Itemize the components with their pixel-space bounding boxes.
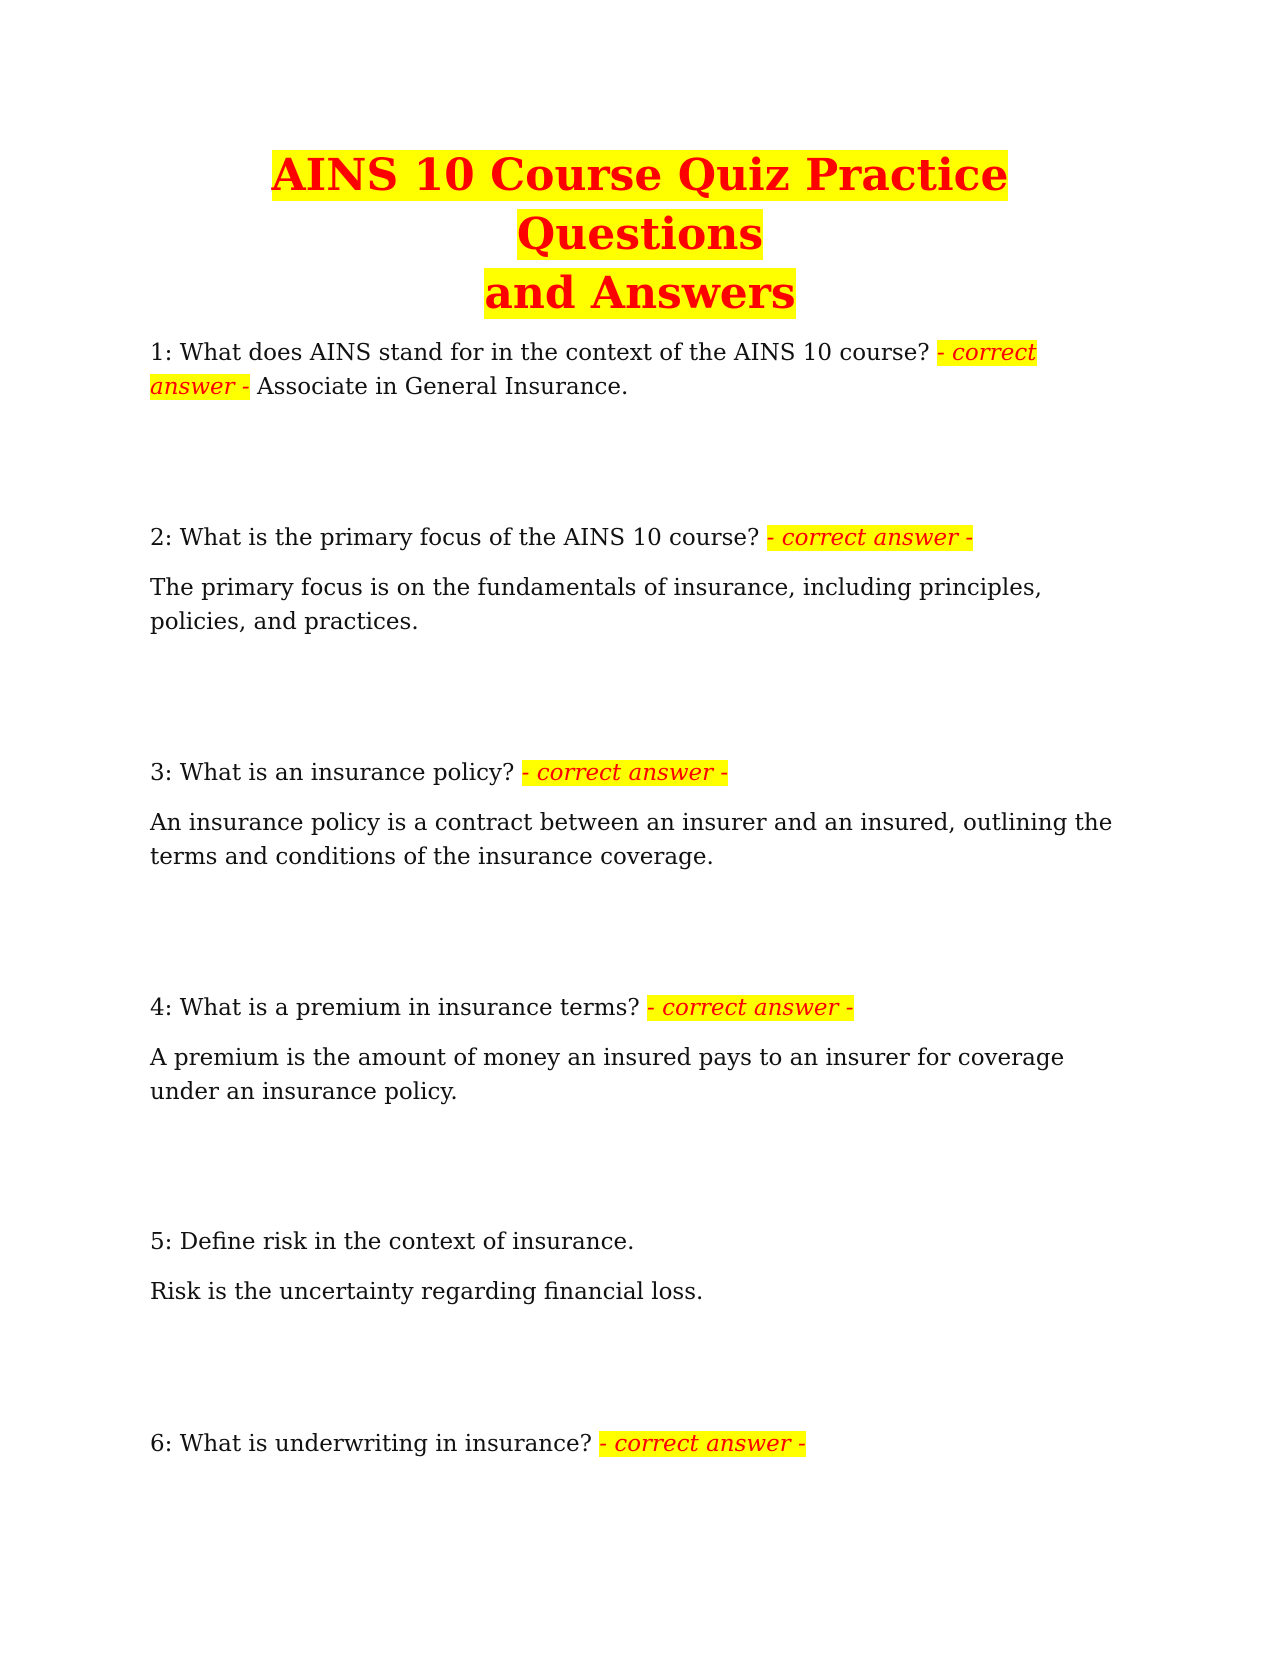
qa-item-4 bbox=[150, 991, 1130, 1109]
question-2 bbox=[150, 521, 1130, 555]
question-text: 6: What is underwriting in insurance? bbox=[150, 1431, 592, 1457]
answer-4: A premium is the amount of money an insured pays to an insurer for coverage under an insurance policy. bbox=[150, 1045, 1065, 1105]
qa-item-2 bbox=[150, 521, 1130, 639]
question-3 bbox=[150, 756, 1130, 790]
answer-1: Associate in General Insurance. bbox=[257, 374, 629, 400]
correct-answer-marker: - correct answer - bbox=[521, 760, 729, 786]
document-title bbox=[150, 146, 1130, 323]
question-5 bbox=[150, 1225, 1130, 1259]
question-text: 5: Define risk in the context of insurance. bbox=[150, 1229, 635, 1255]
title-line-1: AINS 10 Course Quiz Practice Questions bbox=[271, 150, 1009, 260]
qa-item-5 bbox=[150, 1225, 1130, 1309]
question-text: 1: What does AINS stand for in the context of the AINS 10 course? bbox=[150, 340, 930, 366]
question-text: 4: What is a premium in insurance terms? bbox=[150, 995, 640, 1021]
answer-2: The primary focus is on the fundamentals of insurance, including principles, policies, and practices. bbox=[150, 575, 1042, 635]
correct-answer-marker: - correct bbox=[936, 340, 1037, 366]
answer-5: Risk is the uncertainty regarding financial loss. bbox=[150, 1279, 704, 1305]
question-text: 2: What is the primary focus of the AINS 10 course? bbox=[150, 525, 760, 551]
answer-3: An insurance policy is a contract between an insurer and an insured, outlining the terms and conditions of the insurance coverage. bbox=[150, 810, 1113, 870]
title-line-2: and Answers bbox=[484, 268, 796, 319]
correct-answer-marker: - correct answer - bbox=[599, 1431, 806, 1457]
correct-answer-marker-continued: answer - bbox=[150, 374, 250, 400]
correct-answer-marker: - correct answer - bbox=[766, 525, 974, 551]
qa-item-1 bbox=[150, 336, 1130, 404]
qa-item-6 bbox=[150, 1427, 1130, 1461]
question-1 bbox=[150, 336, 1130, 404]
qa-item-3 bbox=[150, 756, 1130, 874]
correct-answer-marker: - correct answer - bbox=[647, 995, 854, 1021]
question-4 bbox=[150, 991, 1130, 1025]
question-text: 3: What is an insurance policy? bbox=[150, 760, 515, 786]
question-6 bbox=[150, 1427, 1130, 1461]
